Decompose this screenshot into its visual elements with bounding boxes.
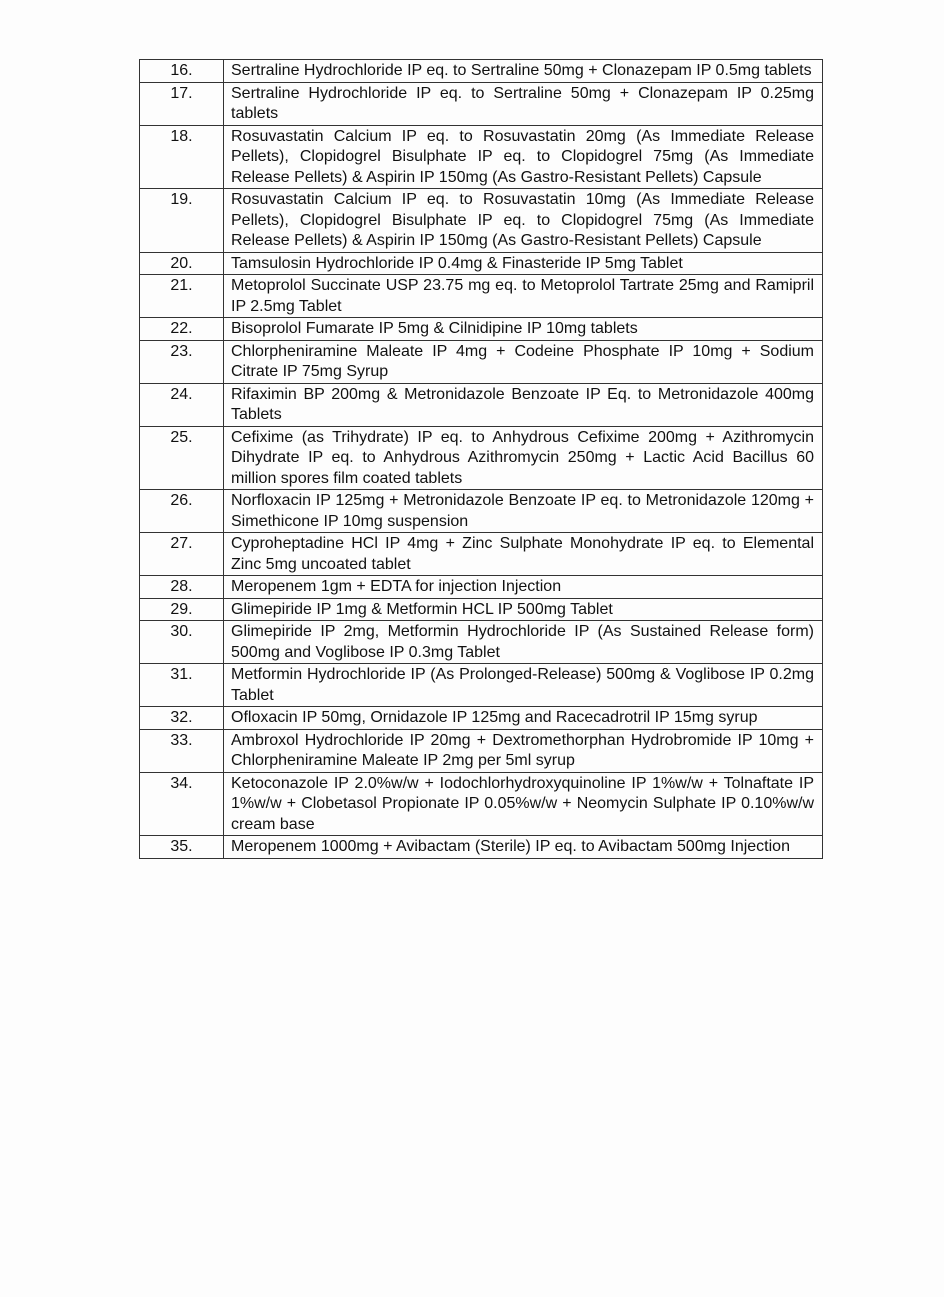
table-row xyxy=(140,340,823,383)
table-row xyxy=(140,664,823,707)
serial-number: 24. xyxy=(140,383,224,426)
serial-number: 31. xyxy=(140,664,224,707)
table-row xyxy=(140,576,823,599)
drug-list-table xyxy=(139,59,823,859)
serial-number: 22. xyxy=(140,318,224,341)
drug-description: Rifaximin BP 200mg & Metronidazole Benzoate IP Eq. to Metronidazole 400mg Tablets xyxy=(224,383,823,426)
table-row xyxy=(140,772,823,836)
drug-description: Glimepiride IP 1mg & Metformin HCL IP 500mg Tablet xyxy=(224,598,823,621)
drug-description: Glimepiride IP 2mg, Metformin Hydrochloride IP (As Sustained Release form) 500mg and Voglibose IP 0.3mg Tablet xyxy=(224,621,823,664)
drug-description: Rosuvastatin Calcium IP eq. to Rosuvastatin 20mg (As Immediate Release Pellets), Clopidogrel Bisulphate IP eq. to Clopidogrel 75mg (As Immediate Release Pellets) & Aspirin IP 150mg (As Gastro-Resistant Pellets) Capsule xyxy=(224,125,823,189)
drug-description: Meropenem 1gm + EDTA for injection Injection xyxy=(224,576,823,599)
table-row xyxy=(140,490,823,533)
serial-number: 17. xyxy=(140,82,224,125)
drug-description: Norfloxacin IP 125mg + Metronidazole Benzoate IP eq. to Metronidazole 120mg + Simethicone IP 10mg suspension xyxy=(224,490,823,533)
serial-number: 19. xyxy=(140,189,224,253)
table-row xyxy=(140,707,823,730)
drug-description: Ketoconazole IP 2.0%w/w + Iodochlorhydroxyquinoline IP 1%w/w + Tolnaftate IP 1%w/w + Clobetasol Propionate IP 0.05%w/w + Neomycin Sulphate IP 0.10%w/w cream base xyxy=(224,772,823,836)
table-row xyxy=(140,252,823,275)
serial-number: 18. xyxy=(140,125,224,189)
drug-description: Sertraline Hydrochloride IP eq. to Sertraline 50mg + Clonazepam IP 0.5mg tablets xyxy=(224,60,823,83)
serial-number: 33. xyxy=(140,729,224,772)
table-row xyxy=(140,836,823,859)
serial-number: 32. xyxy=(140,707,224,730)
table-row xyxy=(140,318,823,341)
serial-number: 23. xyxy=(140,340,224,383)
drug-description: Meropenem 1000mg + Avibactam (Sterile) IP eq. to Avibactam 500mg Injection xyxy=(224,836,823,859)
table-body xyxy=(140,60,823,859)
serial-number: 26. xyxy=(140,490,224,533)
drug-description: Sertraline Hydrochloride IP eq. to Sertraline 50mg + Clonazepam IP 0.25mg tablets xyxy=(224,82,823,125)
table-row xyxy=(140,426,823,490)
table-row xyxy=(140,533,823,576)
drug-description: Bisoprolol Fumarate IP 5mg & Cilnidipine IP 10mg tablets xyxy=(224,318,823,341)
serial-number: 16. xyxy=(140,60,224,83)
serial-number: 30. xyxy=(140,621,224,664)
drug-description: Metoprolol Succinate USP 23.75 mg eq. to Metoprolol Tartrate 25mg and Ramipril IP 2.5mg Tablet xyxy=(224,275,823,318)
drug-description: Chlorpheniramine Maleate IP 4mg + Codeine Phosphate IP 10mg + Sodium Citrate IP 75mg Syrup xyxy=(224,340,823,383)
serial-number: 34. xyxy=(140,772,224,836)
table-row xyxy=(140,598,823,621)
serial-number: 28. xyxy=(140,576,224,599)
drug-description: Rosuvastatin Calcium IP eq. to Rosuvastatin 10mg (As Immediate Release Pellets), Clopidogrel Bisulphate IP eq. to Clopidogrel 75mg (As Immediate Release Pellets) & Aspirin IP 150mg (As Gastro-Resistant Pellets) Capsule xyxy=(224,189,823,253)
serial-number: 27. xyxy=(140,533,224,576)
serial-number: 35. xyxy=(140,836,224,859)
drug-description: Cyproheptadine HCl IP 4mg + Zinc Sulphate Monohydrate IP eq. to Elemental Zinc 5mg uncoated tablet xyxy=(224,533,823,576)
table-row xyxy=(140,729,823,772)
drug-description: Metformin Hydrochloride IP (As Prolonged-Release) 500mg & Voglibose IP 0.2mg Tablet xyxy=(224,664,823,707)
serial-number: 21. xyxy=(140,275,224,318)
table-row xyxy=(140,383,823,426)
table-row xyxy=(140,189,823,253)
table-row xyxy=(140,125,823,189)
table-row xyxy=(140,82,823,125)
drug-description: Ambroxol Hydrochloride IP 20mg + Dextromethorphan Hydrobromide IP 10mg + Chlorpheniramine Maleate IP 2mg per 5ml syrup xyxy=(224,729,823,772)
serial-number: 25. xyxy=(140,426,224,490)
serial-number: 20. xyxy=(140,252,224,275)
drug-description: Cefixime (as Trihydrate) IP eq. to Anhydrous Cefixime 200mg + Azithromycin Dihydrate IP eq. to Anhydrous Azithromycin 250mg + Lactic Acid Bacillus 60 million spores film coated tablets xyxy=(224,426,823,490)
drug-description: Ofloxacin IP 50mg, Ornidazole IP 125mg and Racecadrotril IP 15mg syrup xyxy=(224,707,823,730)
table-row xyxy=(140,275,823,318)
table-row xyxy=(140,621,823,664)
table-row xyxy=(140,60,823,83)
drug-description: Tamsulosin Hydrochloride IP 0.4mg & Finasteride IP 5mg Tablet xyxy=(224,252,823,275)
serial-number: 29. xyxy=(140,598,224,621)
